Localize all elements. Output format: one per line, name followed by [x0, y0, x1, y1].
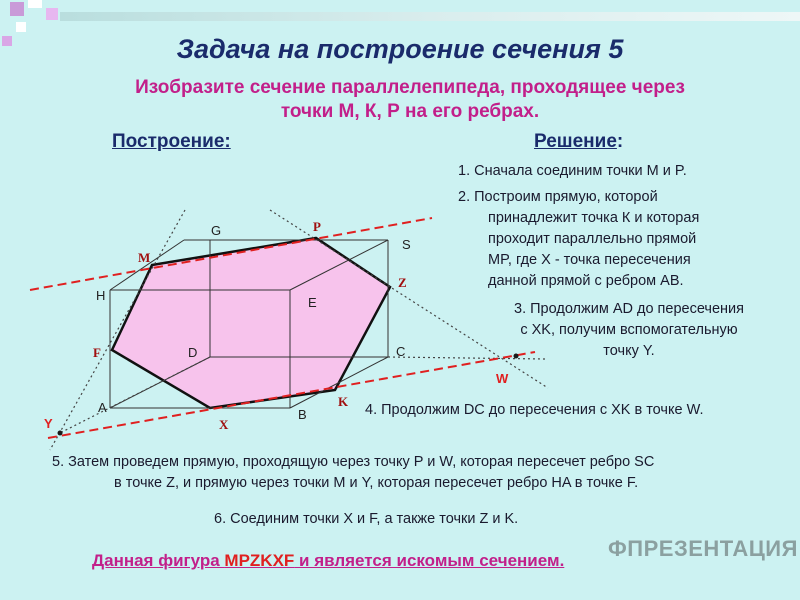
conclusion-suffix: и является искомым сечением.: [294, 551, 565, 570]
watermark-text: ФПРЕЗЕНТАЦИЯ: [608, 536, 798, 561]
step-2-line-2: принадлежит точка К и которая: [488, 210, 700, 226]
section-polygon: [112, 238, 390, 408]
point-Y-dot: [58, 431, 63, 436]
label-S: S: [402, 237, 411, 252]
step-2-line-4: MP, где Х - точка пересечения: [488, 252, 691, 268]
step-3-line-1: 3. Продолжим AD до пересечения: [514, 301, 744, 317]
step-2-line-5: данной прямой с ребром АВ.: [488, 273, 684, 289]
label-X: X: [219, 417, 229, 432]
step-2-line-1: 2. Построим прямую, которой: [458, 189, 658, 205]
step-2-line-3: проходит параллельно прямой: [488, 231, 697, 247]
label-B: B: [298, 407, 307, 422]
step-6: 6. Соединим точки X и F, а также точки Z и K.: [214, 511, 519, 527]
label-E: E: [308, 295, 317, 310]
point-W-dot: [514, 354, 519, 359]
label-F: F: [93, 345, 101, 360]
construction-header: Построение:: [112, 131, 231, 152]
label-H: H: [96, 288, 106, 303]
label-D: D: [188, 345, 198, 360]
label-C: C: [396, 344, 406, 359]
label-K: K: [338, 394, 349, 409]
solution-header-text: Решение: [534, 131, 617, 152]
construction-line-CW: [388, 357, 545, 359]
step-1: 1. Сначала соединим точки M и P.: [458, 163, 687, 179]
step-4: 4. Продолжим DC до пересечения с XK в точке W.: [365, 402, 704, 418]
step-3-line-2: с XK, получим вспомогательную: [520, 322, 738, 338]
solution-header-colon: :: [616, 131, 624, 152]
conclusion-prefix: Данная фигура: [92, 551, 225, 570]
label-Z: Z: [398, 275, 407, 290]
label-G: G: [211, 223, 222, 238]
label-M: M: [138, 250, 151, 265]
label-Y: Y: [44, 416, 53, 431]
label-A: A: [98, 400, 107, 415]
label-W: W: [496, 371, 509, 386]
task-line-2: точки М, К, Р на его ребрах.: [280, 101, 540, 122]
task-line-1: Изобразите сечение параллелепипеда, проходящее через: [135, 77, 685, 98]
step-3-line-3: точку Y.: [603, 343, 655, 359]
label-P: P: [313, 219, 321, 234]
step-5-line-1: 5. Затем проведем прямую, проходящую через точку P и W, которая пересечет ребро SC: [52, 454, 655, 470]
page-title: Задача на построение сечения 5: [176, 34, 624, 64]
step-5-line-2: в точке Z, и прямую через точки M и Y, которая пересечет ребро HA в точке F.: [114, 475, 639, 491]
conclusion-figure: MPZKXF: [224, 551, 295, 570]
